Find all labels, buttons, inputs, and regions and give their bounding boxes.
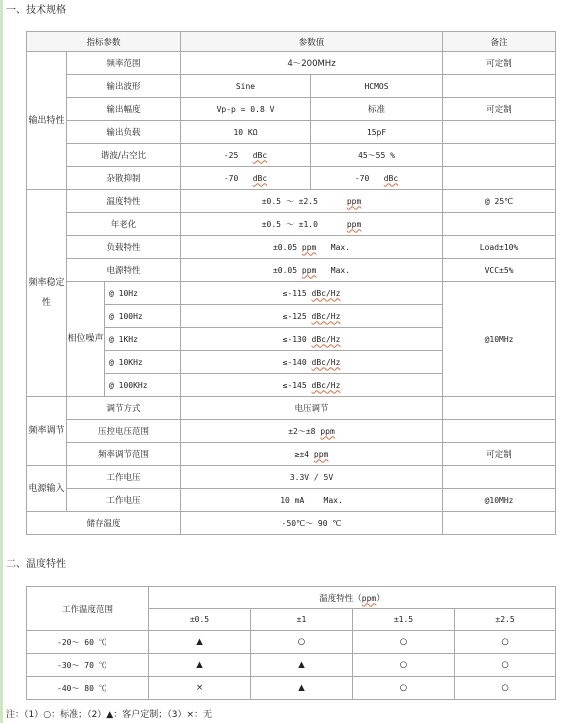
value-control-voltage: ±2～±8 ppm: [181, 420, 443, 443]
label-load-char: 负载特性: [67, 236, 181, 259]
value-waveform-sine: Sine: [181, 75, 311, 98]
value-waveform-hcmos: HCMOS: [311, 75, 443, 98]
value-load-sine: 10 KΩ: [181, 121, 311, 144]
temp-mark: ○: [251, 631, 353, 654]
label-harmonic: 谐波/占空比: [67, 144, 181, 167]
remark-tuning-range: 可定制: [443, 443, 556, 466]
phase-noise-value: ≤-115 dBc/Hz: [181, 282, 443, 305]
remark-empty: [443, 512, 556, 535]
remark-power-char: VCC±5%: [443, 259, 556, 282]
value-tuning-range: ≥±4 ppm: [181, 443, 443, 466]
phase-noise-offset: @ 10KHz: [105, 351, 181, 374]
phase-noise-value: ≤-125 dBc/Hz: [181, 305, 443, 328]
label-power-char: 电源特性: [67, 259, 181, 282]
value-spurious-sine: -70 dBc: [181, 167, 311, 190]
group-output: 输出特性: [27, 52, 67, 190]
label-control-voltage: 压控电压范围: [67, 420, 181, 443]
remark-empty: [443, 75, 556, 98]
phase-noise-offset: @ 100KHz: [105, 374, 181, 397]
value-work-current: 10 mA Max.: [181, 489, 443, 512]
value-harmonic-hcmos: 45～55 %: [311, 144, 443, 167]
value-load-char: ±0.05 ppm Max.: [181, 236, 443, 259]
remark-empty: [443, 397, 556, 420]
phase-noise-value: ≤-130 dBc/Hz: [181, 328, 443, 351]
temp-mark: ○: [353, 677, 455, 700]
value-spurious-hcmos: -70 dBc: [311, 167, 443, 190]
label-temp-char: 温度特性: [67, 190, 181, 213]
header-value: 参数值: [181, 32, 443, 52]
phase-noise-offset: @ 100Hz: [105, 305, 181, 328]
label-spurious: 杂散抑制: [67, 167, 181, 190]
remark-amplitude: 可定制: [443, 98, 556, 121]
remark-empty: [443, 420, 556, 443]
temp-col-header: ±0.5: [149, 609, 251, 631]
value-amplitude-sine: Vp-p = 0.8 V: [181, 98, 311, 121]
temp-header-char: 温度特性（ppm）: [149, 587, 556, 609]
temp-mark: ▲: [149, 631, 251, 654]
temp-row-range: -20～ 60 ℃: [27, 631, 149, 654]
value-freq-range: 4～200MHz: [181, 52, 443, 75]
label-storage: 储存温度: [27, 512, 181, 535]
temp-mark: ○: [353, 631, 455, 654]
phase-noise-value: ≤-145 dBc/Hz: [181, 374, 443, 397]
group-power: 电源输入: [27, 466, 67, 512]
phase-noise-value: ≤-140 dBc/Hz: [181, 351, 443, 374]
label-load: 输出负载: [67, 121, 181, 144]
remark-empty: [443, 121, 556, 144]
temp-mark: ▲: [251, 677, 353, 700]
temp-mark: ×: [149, 677, 251, 700]
label-freq-range: 频率范围: [67, 52, 181, 75]
phase-noise-offset: @ 10Hz: [105, 282, 181, 305]
spec-table: [26, 31, 556, 535]
sidebar-strip: [0, 0, 3, 723]
remark-freq-range: 可定制: [443, 52, 556, 75]
value-temp-char: ±0.5 ～ ±2.5 ppm: [181, 190, 443, 213]
value-storage: -50℃～ 90 ℃: [181, 512, 443, 535]
remark-empty: [443, 167, 556, 190]
value-power-char: ±0.05 ppm Max.: [181, 259, 443, 282]
group-stability: 频率稳定性: [27, 190, 67, 397]
temp-row-range: -40～ 80 ℃: [27, 677, 149, 700]
temp-mark: ○: [455, 654, 556, 677]
label-amplitude: 输出幅度: [67, 98, 181, 121]
remark-load-char: Load±10%: [443, 236, 556, 259]
label-phase-noise: 相位噪声: [67, 282, 105, 397]
label-work-voltage: 工作电压: [67, 466, 181, 489]
legend-note: 注：（1）○：标准；（2）▲：客户定制；（3）×：无: [6, 710, 212, 720]
temp-mark: ▲: [251, 654, 353, 677]
phase-noise-offset: @ 1KHz: [105, 328, 181, 351]
value-tuning-method: 电压调节: [181, 397, 443, 420]
remark-empty: [443, 213, 556, 236]
label-tuning-method: 调节方式: [67, 397, 181, 420]
value-harmonic-sine: -25 dBc: [181, 144, 311, 167]
temp-col-header: ±1: [251, 609, 353, 631]
label-waveform: 输出波形: [67, 75, 181, 98]
value-load-hcmos: 15pF: [311, 121, 443, 144]
temp-mark: ▲: [149, 654, 251, 677]
group-tuning: 频率调节: [27, 397, 67, 466]
label-work-current: 工作电压: [67, 489, 181, 512]
temp-table: [26, 586, 556, 700]
remark-phase-noise: @10MHz: [443, 282, 556, 397]
value-work-voltage: 3.3V / 5V: [181, 466, 443, 489]
header-param: 指标参数: [27, 32, 181, 52]
temp-mark: ○: [455, 631, 556, 654]
header-remark: 备注: [443, 32, 556, 52]
temp-col-header: ±2.5: [455, 609, 556, 631]
temp-section-title: 二、温度特性: [6, 559, 66, 570]
temp-mark: ○: [455, 677, 556, 700]
spec-section-title: 一、技术规格: [6, 5, 66, 16]
temp-col-header: ±1.5: [353, 609, 455, 631]
remark-work-current: @10MHz: [443, 489, 556, 512]
temp-row-range: -30～ 70 ℃: [27, 654, 149, 677]
value-aging: ±0.5 ～ ±1.0 ppm: [181, 213, 443, 236]
label-aging: 年老化: [67, 213, 181, 236]
temp-mark: ○: [353, 654, 455, 677]
label-tuning-range: 频率调节范围: [67, 443, 181, 466]
remark-empty: [443, 144, 556, 167]
temp-header-range: 工作温度范围: [27, 587, 149, 631]
remark-temp-char: @ 25℃: [443, 190, 556, 213]
value-amplitude-hcmos: 标准: [311, 98, 443, 121]
remark-empty: [443, 466, 556, 489]
